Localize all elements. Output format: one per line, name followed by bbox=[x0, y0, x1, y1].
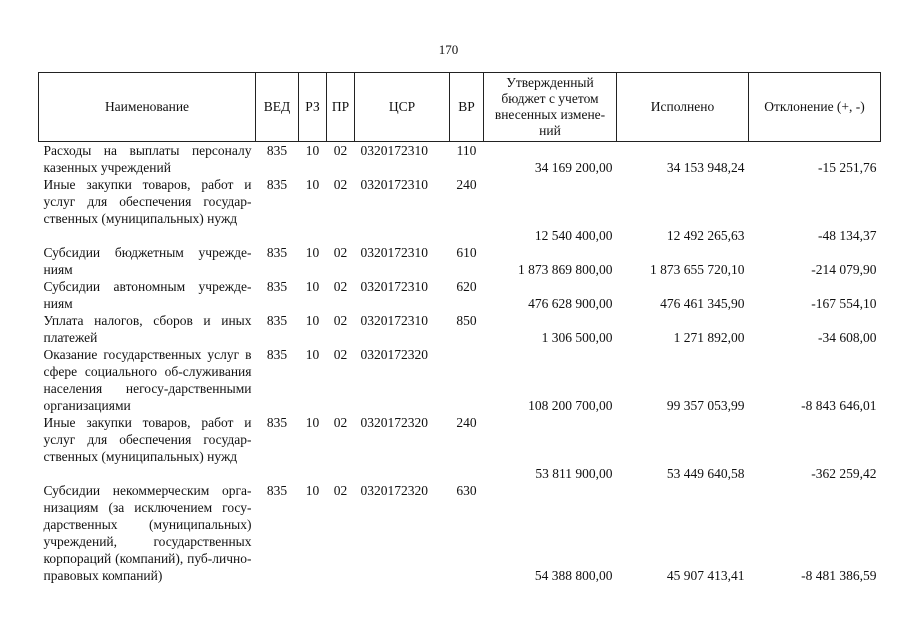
table-row bbox=[39, 176, 881, 244]
row-deviation: -48 134,37 bbox=[818, 228, 877, 243]
row-name: Субсидии автономным учрежде-ниям bbox=[43, 279, 252, 311]
row-deviation: -8 843 646,01 bbox=[801, 398, 877, 413]
row-vr: 620 bbox=[456, 279, 477, 294]
budget-table bbox=[38, 72, 881, 584]
row-deviation: -167 554,10 bbox=[811, 296, 877, 311]
row-csr: 0320172310 bbox=[360, 313, 428, 328]
row-name: Иные закупки товаров, работ и услуг для обеспечения государ-ственных (муниципальных) нужд bbox=[43, 177, 252, 226]
row-pr: 02 bbox=[333, 177, 348, 192]
header-deviation: Отклонение (+, -) bbox=[749, 73, 881, 142]
table-row bbox=[39, 346, 881, 414]
row-executed: 476 461 345,90 bbox=[660, 296, 745, 311]
row-csr: 0320172310 bbox=[360, 143, 428, 158]
table-row bbox=[39, 312, 881, 346]
row-approved: 476 628 900,00 bbox=[528, 296, 613, 311]
row-pr: 02 bbox=[333, 245, 348, 260]
row-pr: 02 bbox=[333, 415, 348, 430]
row-name: Расходы на выплаты персоналу казенных учреждений bbox=[43, 143, 252, 175]
row-name: Субсидии бюджетным учрежде-ниям bbox=[43, 245, 252, 277]
header-pr: ПР bbox=[327, 73, 355, 142]
row-vr: 240 bbox=[456, 177, 477, 192]
header-name: Наименование bbox=[39, 73, 256, 142]
row-vr: 610 bbox=[456, 245, 477, 260]
row-csr: 0320172320 bbox=[360, 415, 428, 430]
row-deviation: -15 251,76 bbox=[818, 160, 877, 175]
row-deviation: -34 608,00 bbox=[818, 330, 877, 345]
table-row bbox=[39, 142, 881, 177]
row-executed: 1 271 892,00 bbox=[673, 330, 745, 345]
row-executed: 53 449 640,58 bbox=[666, 466, 745, 481]
row-approved: 12 540 400,00 bbox=[534, 228, 613, 243]
header-vr: ВР bbox=[450, 73, 484, 142]
row-name: Иные закупки товаров, работ и услуг для обеспечения государ-ственных (муниципальных) нужд bbox=[43, 415, 252, 464]
row-ved: 835 bbox=[266, 177, 288, 192]
row-ved: 835 bbox=[266, 347, 288, 362]
row-name: Уплата налогов, сборов и иных платежей bbox=[43, 313, 252, 345]
header-ved: ВЕД bbox=[256, 73, 299, 142]
row-approved: 108 200 700,00 bbox=[528, 398, 613, 413]
page-number: 170 bbox=[438, 42, 459, 57]
row-csr: 0320172320 bbox=[360, 347, 428, 362]
row-approved: 34 169 200,00 bbox=[534, 160, 613, 175]
row-csr: 0320172310 bbox=[360, 245, 428, 260]
row-csr: 0320172310 bbox=[360, 279, 428, 294]
row-rz: 10 bbox=[305, 483, 320, 498]
row-name: Оказание государственных услуг в сфере социального об-служивания населения негосу-дарственными организациями bbox=[43, 347, 252, 413]
table-row bbox=[39, 414, 881, 482]
row-executed: 45 907 413,41 bbox=[666, 568, 745, 583]
table-body bbox=[39, 142, 881, 585]
header-rz: РЗ bbox=[299, 73, 327, 142]
table-row bbox=[39, 482, 881, 584]
row-executed: 12 492 265,63 bbox=[666, 228, 745, 243]
row-rz: 10 bbox=[305, 245, 320, 260]
row-pr: 02 bbox=[333, 279, 348, 294]
row-rz: 10 bbox=[305, 177, 320, 192]
row-vr: 240 bbox=[456, 415, 477, 430]
row-ved: 835 bbox=[266, 279, 288, 294]
row-csr: 0320172320 bbox=[360, 483, 428, 498]
row-rz: 10 bbox=[305, 143, 320, 158]
row-ved: 835 bbox=[266, 483, 288, 498]
row-rz: 10 bbox=[305, 415, 320, 430]
row-ved: 835 bbox=[266, 245, 288, 260]
row-executed: 99 357 053,99 bbox=[666, 398, 745, 413]
row-pr: 02 bbox=[333, 143, 348, 158]
row-deviation: -362 259,42 bbox=[811, 466, 877, 481]
row-pr: 02 bbox=[333, 313, 348, 328]
row-ved: 835 bbox=[266, 313, 288, 328]
header-executed: Исполнено bbox=[617, 73, 749, 142]
table-header-row bbox=[39, 73, 881, 142]
row-deviation: -8 481 386,59 bbox=[801, 568, 877, 583]
row-vr: 630 bbox=[456, 483, 477, 498]
row-pr: 02 bbox=[333, 483, 348, 498]
row-rz: 10 bbox=[305, 313, 320, 328]
row-pr: 02 bbox=[333, 347, 348, 362]
row-ved: 835 bbox=[266, 143, 288, 158]
row-vr: 110 bbox=[456, 143, 477, 158]
table-row bbox=[39, 278, 881, 312]
header-approved: Утвержденный бюджет с учетом внесенных измене-ний bbox=[484, 73, 617, 142]
row-rz: 10 bbox=[305, 347, 320, 362]
row-vr: 850 bbox=[456, 313, 477, 328]
row-name: Субсидии некоммерческим орга-низациям (за исключением госу-дарственных (муниципальных) учреждений, государственных корпораций (компаний), пуб-лично-правовых компаний) bbox=[43, 483, 252, 583]
table-row bbox=[39, 244, 881, 278]
row-approved: 1 873 869 800,00 bbox=[518, 262, 613, 277]
row-approved: 54 388 800,00 bbox=[534, 568, 613, 583]
row-deviation: -214 079,90 bbox=[811, 262, 877, 277]
row-vr bbox=[450, 346, 484, 414]
row-executed: 1 873 655 720,10 bbox=[650, 262, 745, 277]
row-ved: 835 bbox=[266, 415, 288, 430]
row-csr: 0320172310 bbox=[360, 177, 428, 192]
row-rz: 10 bbox=[305, 279, 320, 294]
row-approved: 1 306 500,00 bbox=[541, 330, 613, 345]
row-approved: 53 811 900,00 bbox=[535, 466, 613, 481]
header-csr: ЦСР bbox=[355, 73, 450, 142]
row-executed: 34 153 948,24 bbox=[666, 160, 745, 175]
